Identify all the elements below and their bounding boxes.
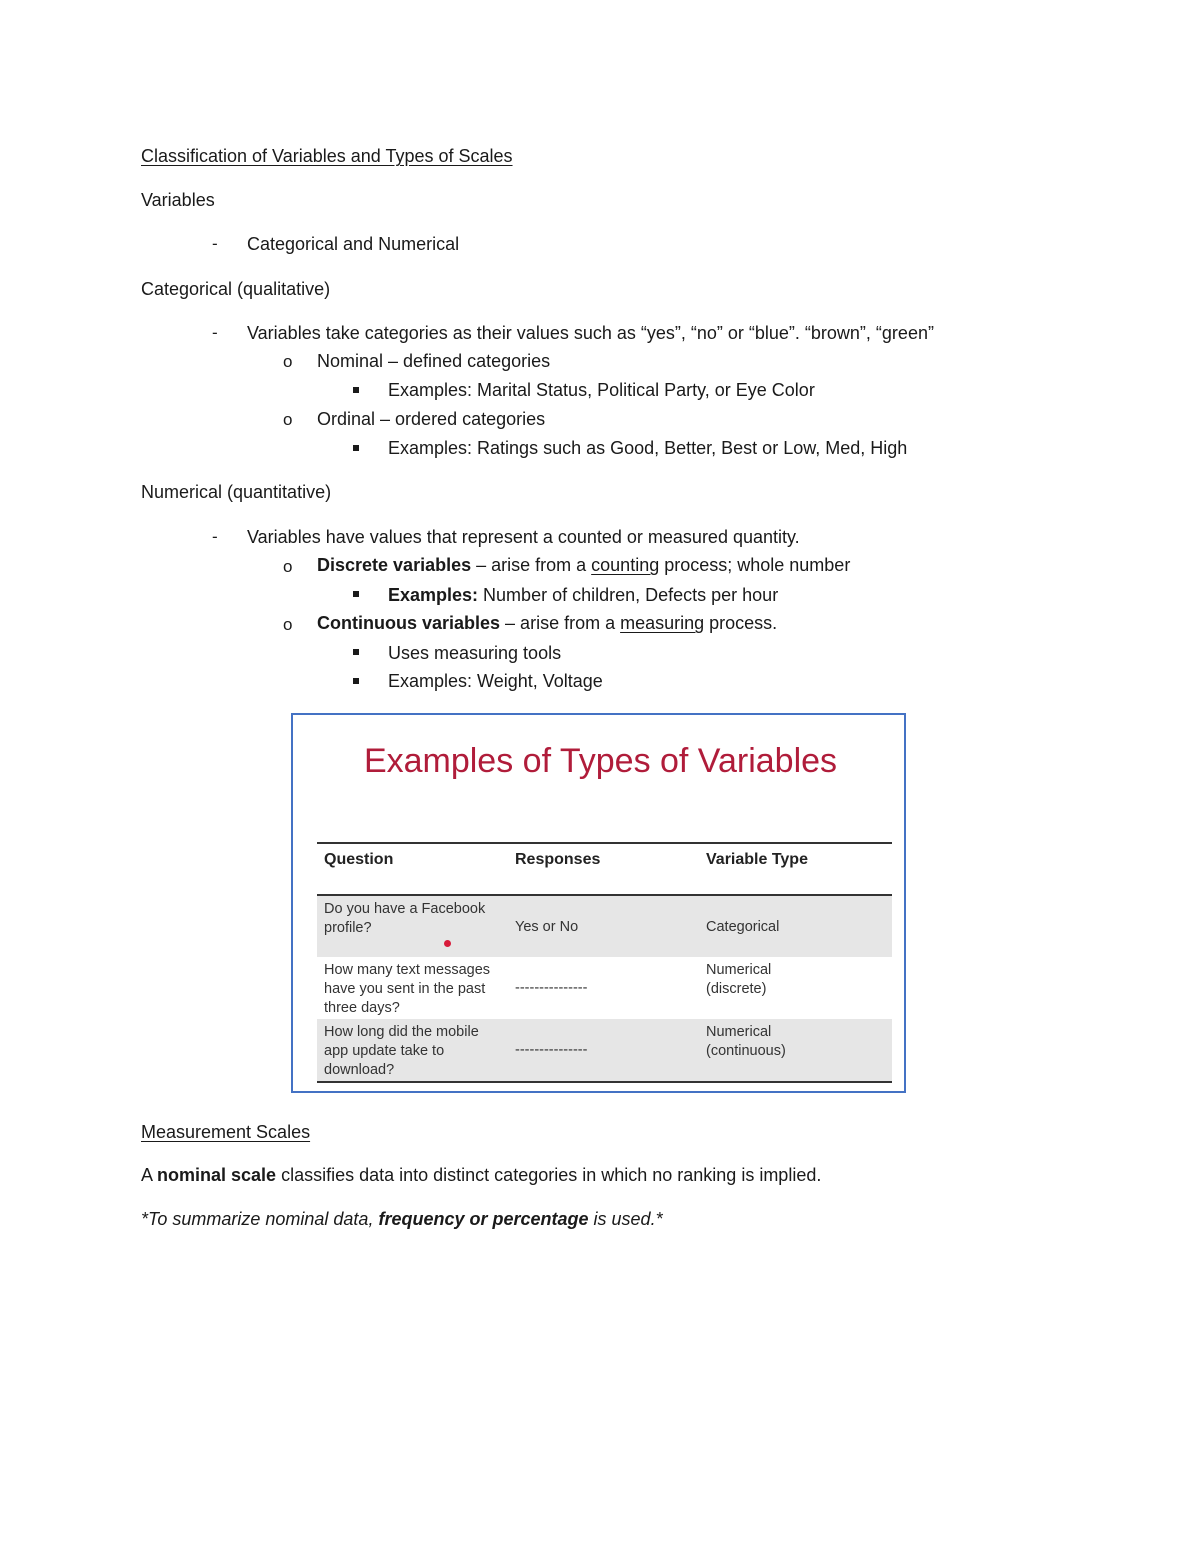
variables-example-figure	[291, 713, 906, 1093]
numerical-item: Variables have values that represent a counted or measured quantity.	[247, 527, 800, 547]
table-row	[317, 896, 892, 957]
response-cell: ---------------	[515, 980, 588, 996]
circle-bullet: o	[283, 557, 293, 576]
header-variable-type: Variable Type	[706, 851, 808, 868]
discrete-example	[388, 584, 778, 606]
dash-bullet: -	[212, 323, 218, 342]
question-cell: How long did the mobile app update take to download?	[324, 1024, 479, 1078]
numerical-heading: Numerical (quantitative)	[141, 482, 332, 502]
square-bullet	[353, 387, 359, 393]
nominal-scale-definition	[141, 1164, 821, 1186]
continuous-end: process.	[704, 613, 778, 633]
nominal-scale-rest: classifies data into distinct categories in which no ranking is implied.	[276, 1165, 822, 1185]
discrete-example-label: Examples:	[388, 585, 479, 605]
variables-heading: Variables	[141, 190, 215, 210]
scales-heading: Measurement Scales	[141, 1122, 311, 1142]
type-cell: Categorical	[706, 919, 780, 935]
nominal-example: Examples: Marital Status, Political Party, or Eye Color	[388, 380, 815, 400]
type-cell: Numerical (continuous)	[706, 1024, 786, 1059]
discrete-end: process; whole number	[659, 555, 851, 575]
categorical-item: Variables take categories as their values such as “yes”, “no” or “blue”. “brown”, “green”	[247, 323, 934, 343]
square-bullet	[353, 649, 359, 655]
summary-note	[141, 1208, 663, 1230]
circle-bullet: o	[283, 352, 293, 371]
ordinal-item: Ordinal – ordered categories	[317, 409, 546, 429]
summary-a: *To summarize nominal data,	[141, 1209, 379, 1229]
type-cell: Numerical (discrete)	[706, 962, 772, 997]
red-dot	[444, 940, 451, 947]
nominal-scale-a: A	[141, 1165, 158, 1185]
question-cell: Do you have a Facebook profile?	[324, 901, 486, 936]
square-bullet	[353, 591, 359, 597]
continuous-item	[317, 612, 777, 634]
circle-bullet: o	[283, 410, 293, 429]
nominal-item: Nominal – defined categories	[317, 351, 551, 371]
response-cell: Yes or No	[515, 919, 579, 935]
table-row	[317, 957, 892, 1019]
summary-bold: frequency or percentage	[378, 1209, 589, 1229]
nominal-scale-bold: nominal scale	[157, 1165, 277, 1185]
page-title: Classification of Variables and Types of Scales	[141, 146, 513, 166]
square-bullet	[353, 445, 359, 451]
discrete-item	[317, 554, 850, 576]
ordinal-example: Examples: Ratings such as Good, Better, Best or Low, Med, High	[388, 438, 908, 458]
table-bottom-rule	[317, 1081, 892, 1083]
continuous-underline: measuring	[620, 613, 705, 633]
continuous-label: Continuous variables	[317, 613, 501, 633]
question-cell: How many text messages have you sent in the past three days?	[324, 962, 491, 1016]
discrete-example-text: Number of children, Defects per hour	[478, 585, 779, 605]
square-bullet	[353, 678, 359, 684]
figure-title: Examples of Types of Variables	[363, 742, 838, 780]
discrete-underline: counting	[591, 555, 660, 575]
summary-rest: is used.*	[588, 1209, 663, 1229]
table-top-rule	[317, 842, 892, 844]
circle-bullet: o	[283, 615, 293, 634]
discrete-mid: – arise from a	[471, 555, 592, 575]
continuous-tools: Uses measuring tools	[388, 643, 562, 663]
discrete-label: Discrete variables	[317, 555, 472, 575]
continuous-mid: – arise from a	[500, 613, 621, 633]
response-cell: ---------------	[515, 1042, 588, 1058]
categorical-heading: Categorical (qualitative)	[141, 279, 331, 299]
table-row	[317, 1019, 892, 1081]
dash-bullet: -	[212, 234, 218, 253]
header-responses: Responses	[515, 851, 601, 868]
variables-item: Categorical and Numerical	[247, 234, 460, 254]
dash-bullet: -	[212, 527, 218, 546]
header-question: Question	[324, 851, 394, 868]
continuous-example: Examples: Weight, Voltage	[388, 671, 603, 691]
